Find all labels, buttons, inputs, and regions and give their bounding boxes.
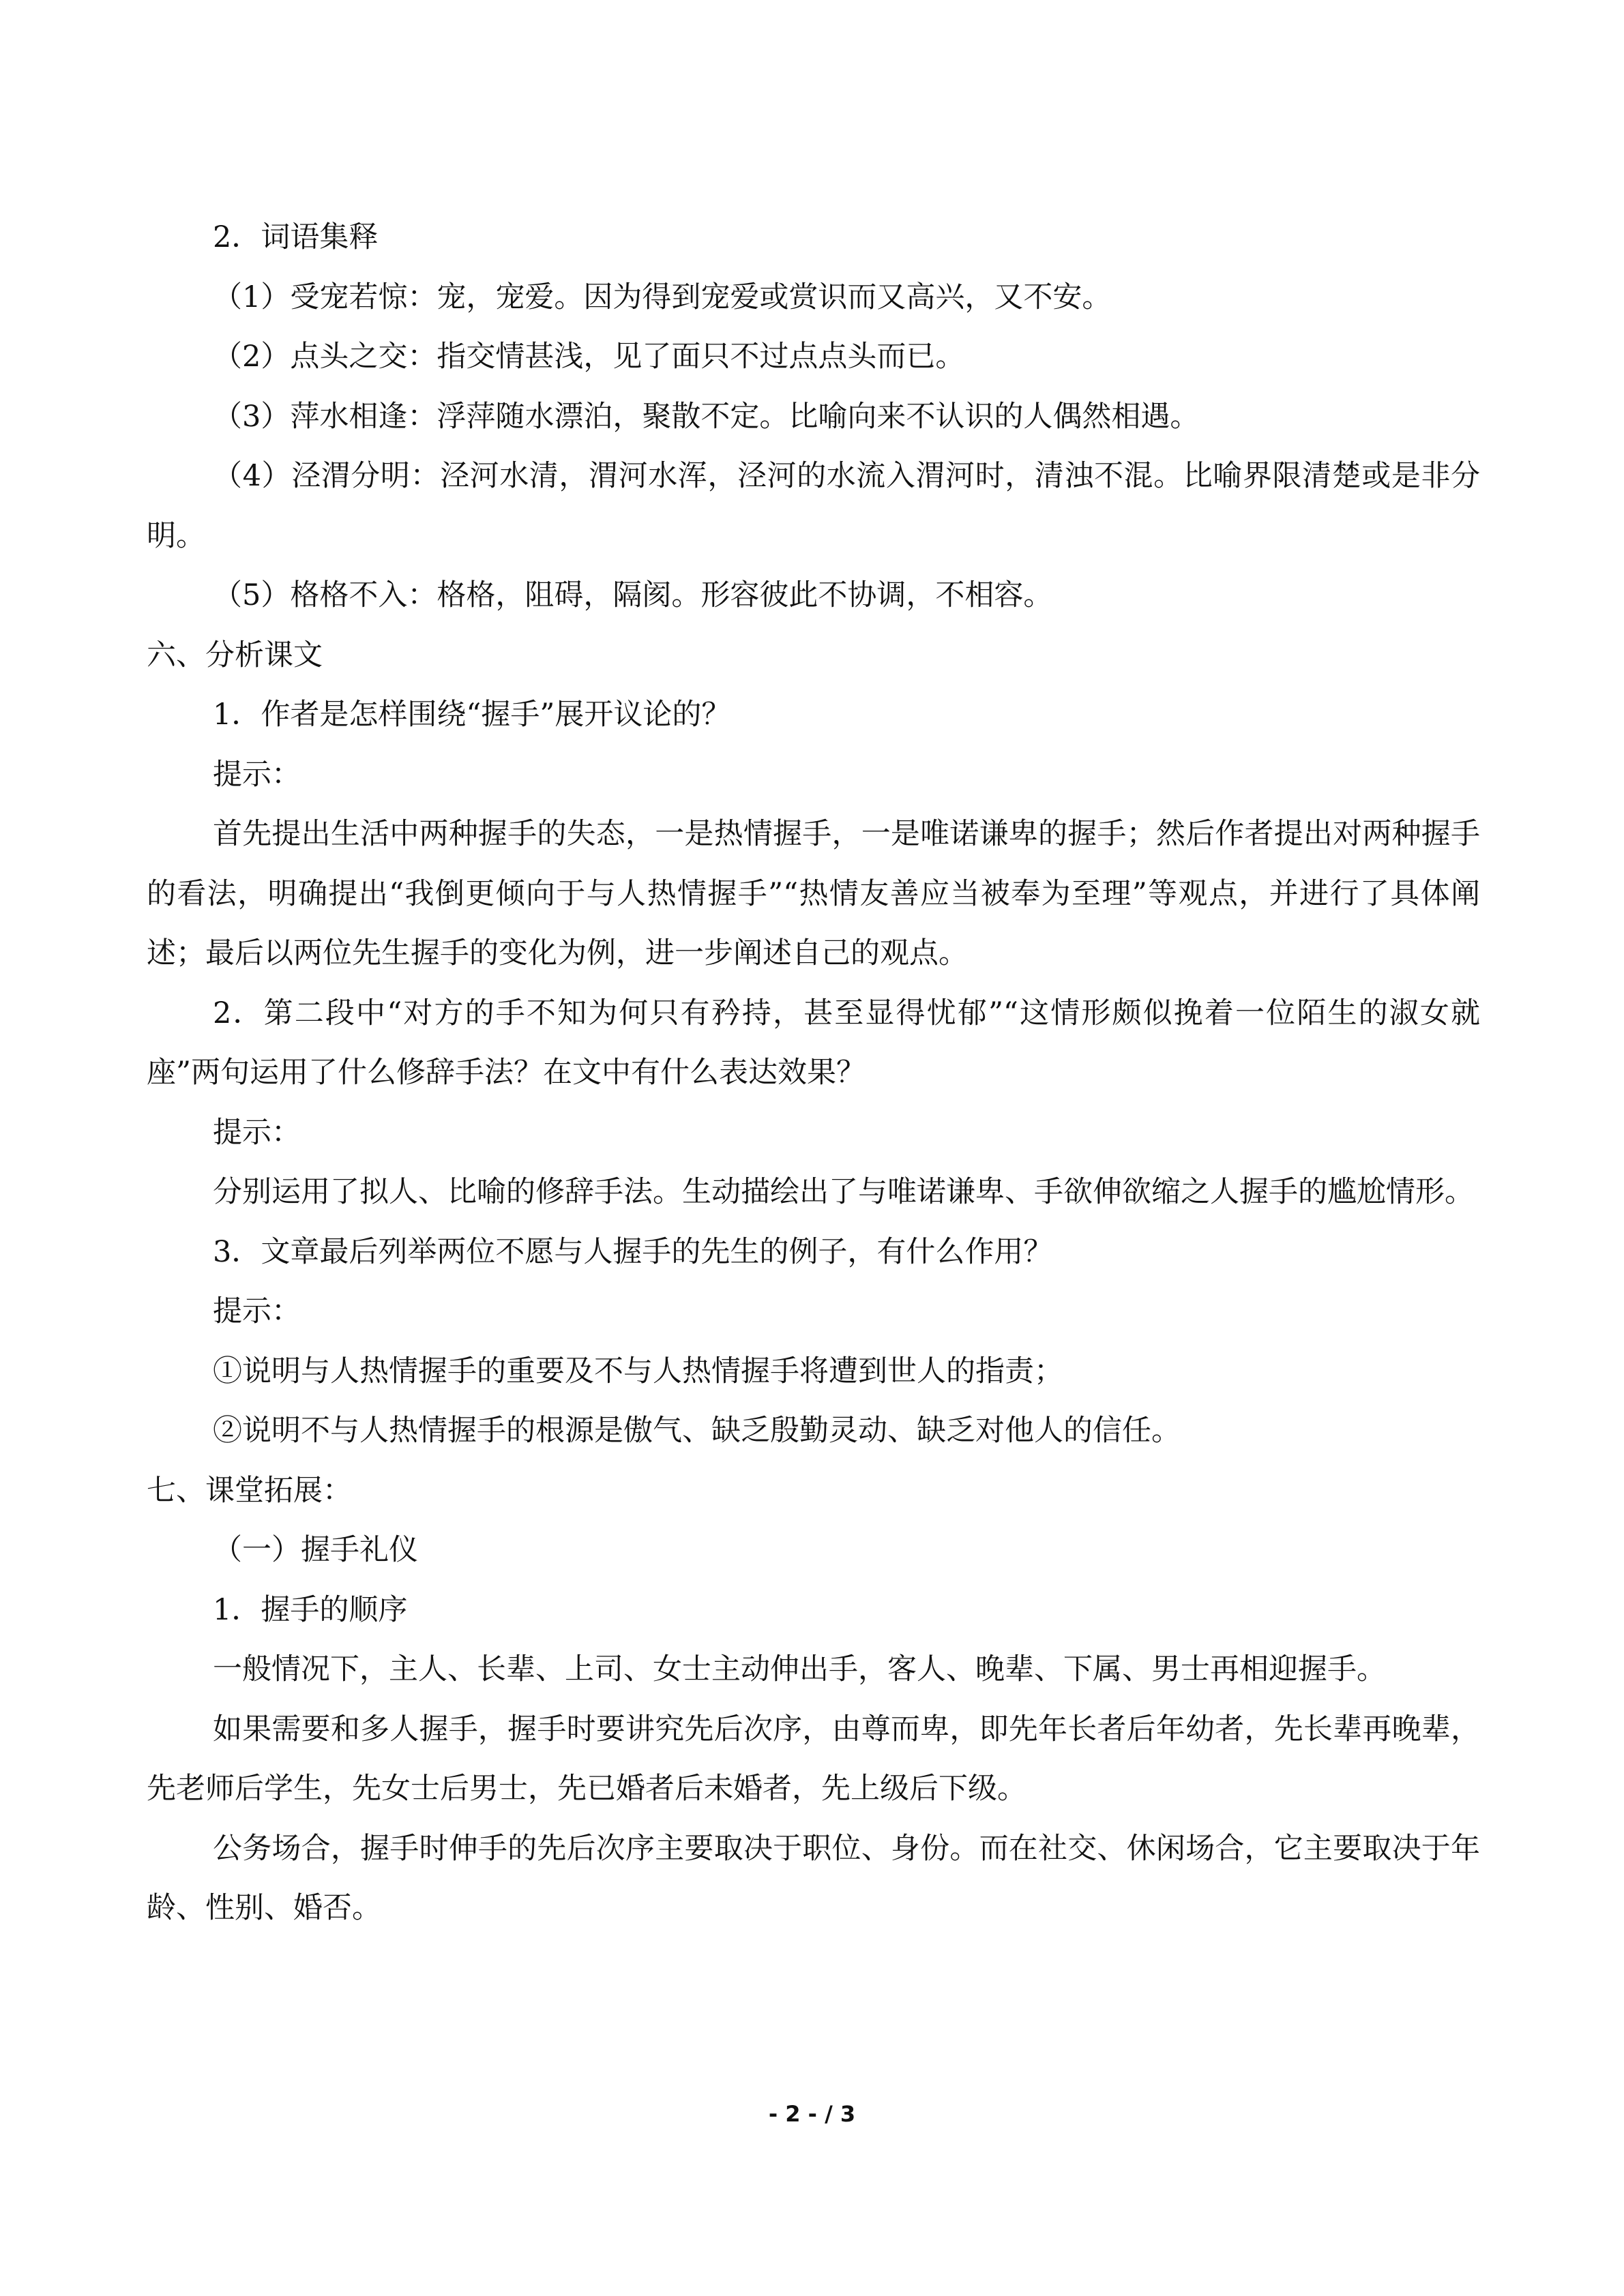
analysis-hint-3: 提示： xyxy=(213,1294,301,1328)
page-number: - 2 - / 3 xyxy=(768,2101,856,2127)
document-body xyxy=(147,208,1480,1939)
extension-paragraph-2: 如果需要和多人握手，握手时要讲究先后次序，由尊而卑，即先年长者后年幼者，先长辈再晚辈，先老师后学生，先女士后男士，先已婚者后未婚者，先上级后下级。 xyxy=(147,1712,1480,1806)
analysis-hint-1: 提示： xyxy=(213,757,301,792)
vocab-item-2: （2）点头之交：指交情甚浅，见了面只不过点点头而已。 xyxy=(213,340,965,374)
extension-heading: 七、课堂拓展： xyxy=(147,1473,352,1508)
vocab-item-1: （1）受宠若惊：宠，宠爱。因为得到宠爱或赏识而又高兴，又不安。 xyxy=(213,280,1112,314)
extension-paragraph-1: 一般情况下，主人、长辈、上司、女士主动伸出手，客人、晚辈、下属、男士再相迎握手。 xyxy=(213,1652,1386,1686)
analysis-question-3: 3．文章最后列举两位不愿与人握手的先生的例子，有什么作用？ xyxy=(213,1234,1053,1269)
vocab-title: 2．词语集释 xyxy=(213,220,379,254)
vocab-item-4: （4）泾渭分明：泾河水清，渭河水浑，泾河的水流入渭河时，清浊不混。比喻界限清楚或是非分明。 xyxy=(147,459,1480,553)
extension-subheading: （一）握手礼仪 xyxy=(213,1533,418,1567)
analysis-question-2: 2．第二段中“对方的手不知为何只有矜持，甚至显得忧郁”“这情形颇似挽着一位陌生的淑女就座”两句运用了什么修辞手法？在文中有什么表达效果？ xyxy=(147,996,1480,1090)
analysis-answer-3-2: ②说明不与人热情握手的根源是傲气、缺乏殷勤灵动、缺乏对他人的信任。 xyxy=(213,1414,1181,1448)
analysis-answer-1: 首先提出生活中两种握手的失态，一是热情握手，一是唯诺谦卑的握手；然后作者提出对两种握手的看法，明确提出“我倒更倾向于与人热情握手”“热情友善应当被奉为至理”等观点，并进行了具体阐述；最后以两位先生握手的变化为例，进一步阐述自己的观点。 xyxy=(147,817,1480,970)
vocab-item-3: （3）萍水相逢：浮萍随水漂泊，聚散不定。比喻向来不认识的人偶然相遇。 xyxy=(213,399,1200,434)
analysis-heading: 六、分析课文 xyxy=(147,638,323,672)
analysis-question-1: 1．作者是怎样围绕“握手”展开议论的？ xyxy=(213,698,731,732)
analysis-answer-2: 分别运用了拟人、比喻的修辞手法。生动描绘出了与唯诺谦卑、手欲伸欲缩之人握手的尴尬情形。 xyxy=(213,1175,1474,1209)
analysis-answer-3-1: ①说明与人热情握手的重要及不与人热情握手将遭到世人的指责； xyxy=(213,1354,1063,1388)
vocab-item-5: （5）格格不入：格格，阻碍，隔阂。形容彼此不协调，不相容。 xyxy=(213,578,1053,612)
analysis-hint-2: 提示： xyxy=(213,1115,301,1150)
extension-paragraph-3: 公务场合，握手时伸手的先后次序主要取决于职位、身份。而在社交、休闲场合，它主要取决于年龄、性别、婚否。 xyxy=(147,1831,1480,1925)
extension-point-1: 1．握手的顺序 xyxy=(213,1592,408,1627)
